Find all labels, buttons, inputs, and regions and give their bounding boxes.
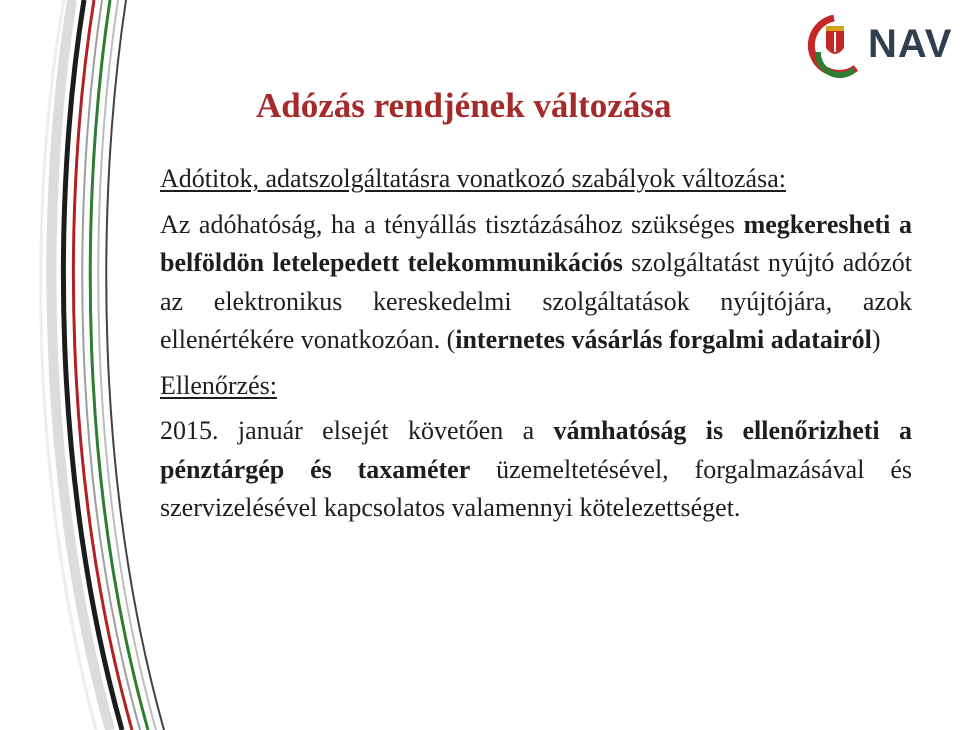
main-content	[160, 160, 912, 528]
paragraph-text: 2015. január elsejét követően a	[160, 416, 554, 445]
paragraph-bold-text: megkeresheti a belföldön letelepedett telekommunikációs	[160, 209, 913, 277]
section-heading-ellenorzes: Ellenőrzés:	[160, 370, 277, 400]
section-heading-adotitok: Adótitok, adatszolgáltatásra vonatkozó szabályok változása:	[160, 164, 786, 193]
paragraph-text: )	[871, 325, 881, 354]
paragraph-bold-text: vámhatóság is ellenőrizheti a pénztárgép és taxaméter	[160, 416, 912, 484]
decorative-curves	[0, 0, 180, 730]
paragraph-text: Az adóhatóság, ha a tényállás tisztázásához szükséges	[160, 209, 744, 239]
paragraph-text: szolgáltatást nyújtó adózót az elektronikus kereskedelmi szolgáltatások nyújtójára, azok ellenértékére vonatkozóan. (	[160, 248, 913, 354]
paragraph-ellenorzes	[160, 412, 912, 528]
logo-text: NAV	[868, 22, 953, 66]
page-title: Adózás rendjének változása	[256, 86, 672, 125]
paragraph-adatszolgaltatas	[160, 206, 912, 360]
paragraph-text: üzemeltetésével, forgalmazásával és szervizelésével kapcsolatos valamennyi kötelezettséget.	[160, 454, 912, 522]
paragraph-bold-text: internetes vásárlás forgalmi adatairól	[455, 325, 872, 354]
